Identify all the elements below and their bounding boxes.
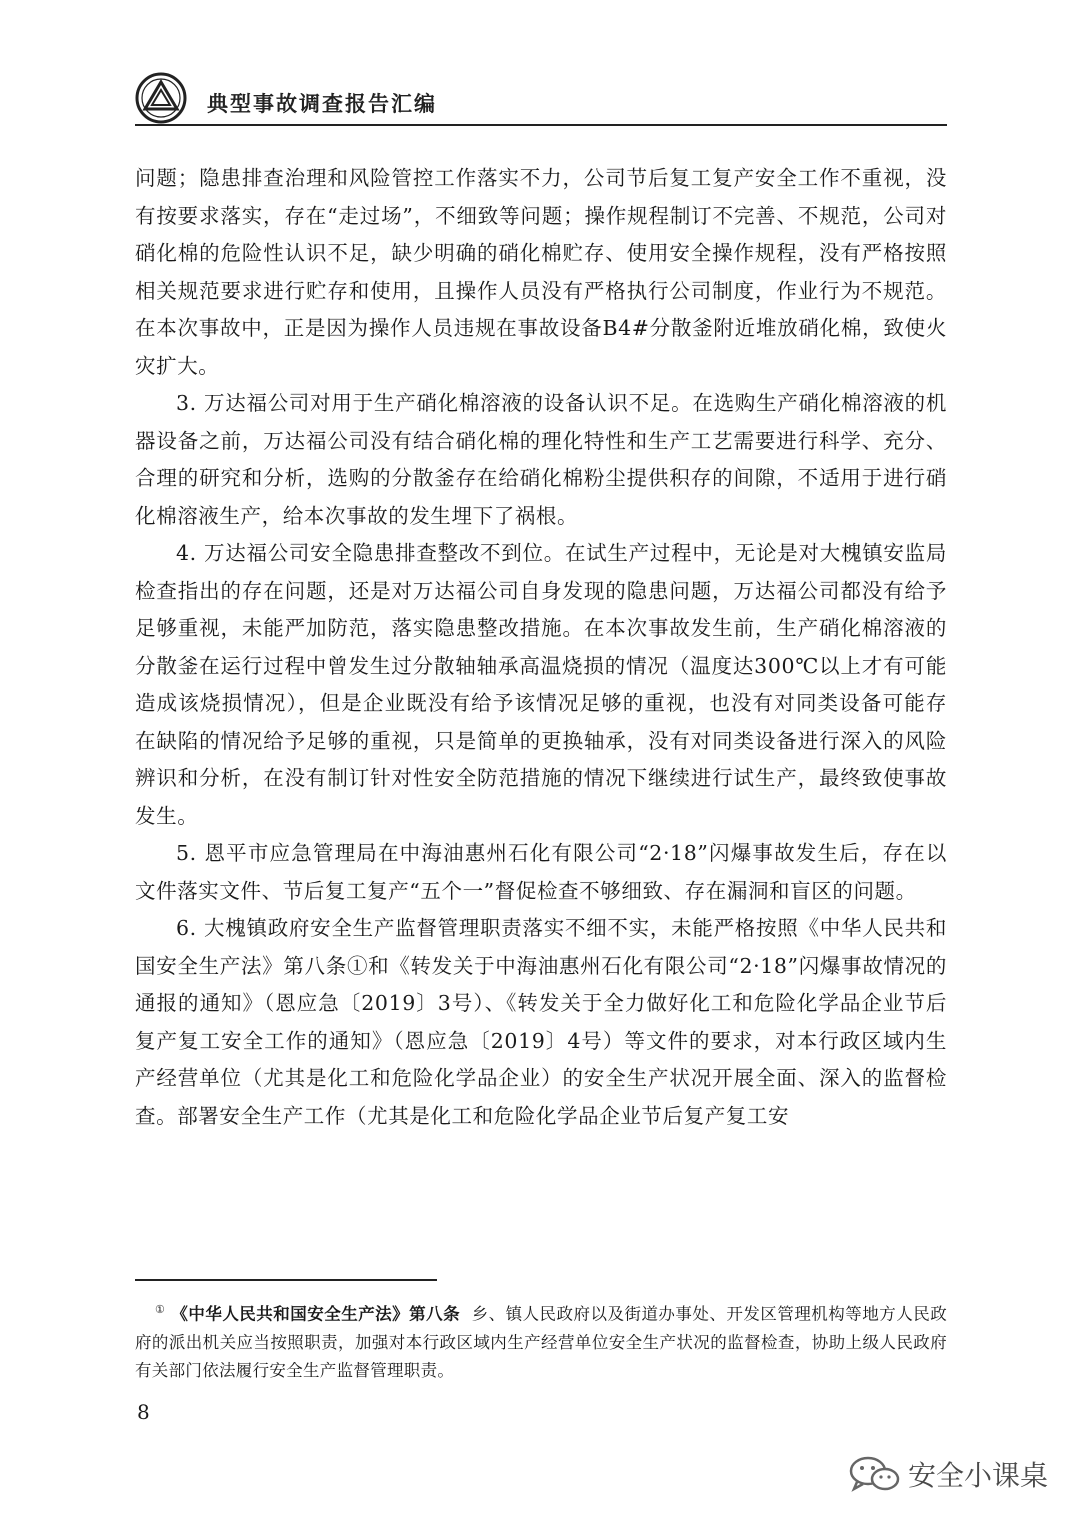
page-header — [135, 72, 947, 126]
footnote — [135, 1296, 947, 1385]
wechat-icon — [848, 1454, 902, 1494]
watermark-text: 安全小课桌 — [907, 1459, 1048, 1492]
footnote-title: 《中华人民共和国安全生产法》第八条 — [171, 1304, 461, 1324]
page-number: 8 — [137, 1400, 150, 1424]
paragraph-6: 6. 大槐镇政府安全生产监督管理职责落实不细不实，未能严格按照《中华人民共和国安全生产法》第八条①和《转发关于中海油惠州石化有限公司“2·18”闪爆事故情况的通报的通知》（恩应急〔2019〕3号）、《转发关于全力做好化工和危险化学品企业节后复产复工安全工作的通知》（恩应急〔2019〕4号）等文件的要求，对本行政区域内生产经营单位（尤其是化工和危险化学品企业）的安全生产状况开展全面、深入的监督检查。部署安全生产工作（尤其是化工和危险化学品企业节后复产复工安 — [135, 916, 947, 1128]
triangle-emblem-icon — [135, 72, 187, 124]
header-title: 典型事故调查报告汇编 — [207, 91, 437, 116]
footnote-marker: ① — [155, 1303, 166, 1316]
paragraph-4: 4. 万达福公司安全隐患排查整改不到位。在试生产过程中，无论是对大槐镇安监局检查指出的存在问题，还是对万达福公司自身发现的隐患问题，万达福公司都没有给予足够重视，未能严加防范，落实隐患整改措施。在本次事故发生前，生产硝化棉溶液的分散釜在运行过程中曾发生过分散轴轴承高温烧损的情况（温度达300℃以上才有可能造成该烧损情况），但是企业既没有给予该情况足够的重视，也没有对同类设备可能存在缺陷的情况给予足够的重视，只是简单的更换轴承，没有对同类设备进行深入的风险辨识和分析，在没有制订针对性安全防范措施的情况下继续进行试生产，最终致使事故发生。 — [135, 541, 947, 828]
watermark — [848, 1454, 1048, 1494]
body-text — [135, 160, 947, 1135]
paragraph-5: 5. 恩平市应急管理局在中海油惠州石化有限公司“2·18”闪爆事故发生后，存在以文件落实文件、节后复工复产“五个一”督促检查不够细致、存在漏洞和盲区的问题。 — [135, 841, 947, 903]
header-divider — [135, 124, 947, 126]
footnote-divider — [135, 1279, 437, 1281]
paragraph-continued: 问题；隐患排查治理和风险管控工作落实不力，公司节后复工复产安全工作不重视，没有按要求落实，存在“走过场”，不细致等问题；操作规程制订不完善、不规范，公司对硝化棉的危险性认识不足，缺少明确的硝化棉贮存、使用安全操作规程，没有严格按照相关规范要求进行贮存和使用，且操作人员没有严格执行公司制度，作业行为不规范。在本次事故中，正是因为操作人员违规在事故设备B4#分散釜附近堆放硝化棉，致使火灾扩大。 — [135, 166, 947, 378]
paragraph-3: 3. 万达福公司对用于生产硝化棉溶液的设备认识不足。在选购生产硝化棉溶液的机器设备之前，万达福公司没有结合硝化棉的理化特性和生产工艺需要进行科学、充分、合理的研究和分析，选购的分散釜存在给硝化棉粉尘提供积存的间隙，不适用于进行硝化棉溶液生产，给本次事故的发生埋下了祸根。 — [135, 391, 947, 528]
footnote-text: 乡、镇人民政府以及街道办事处、开发区管理机构等地方人民政府的派出机关应当按照职责，加强对本行政区域内生产经营单位安全生产状况的监督检查，协助上级人民政府有关部门依法履行安全生产监督管理职责。 — [135, 1304, 948, 1380]
